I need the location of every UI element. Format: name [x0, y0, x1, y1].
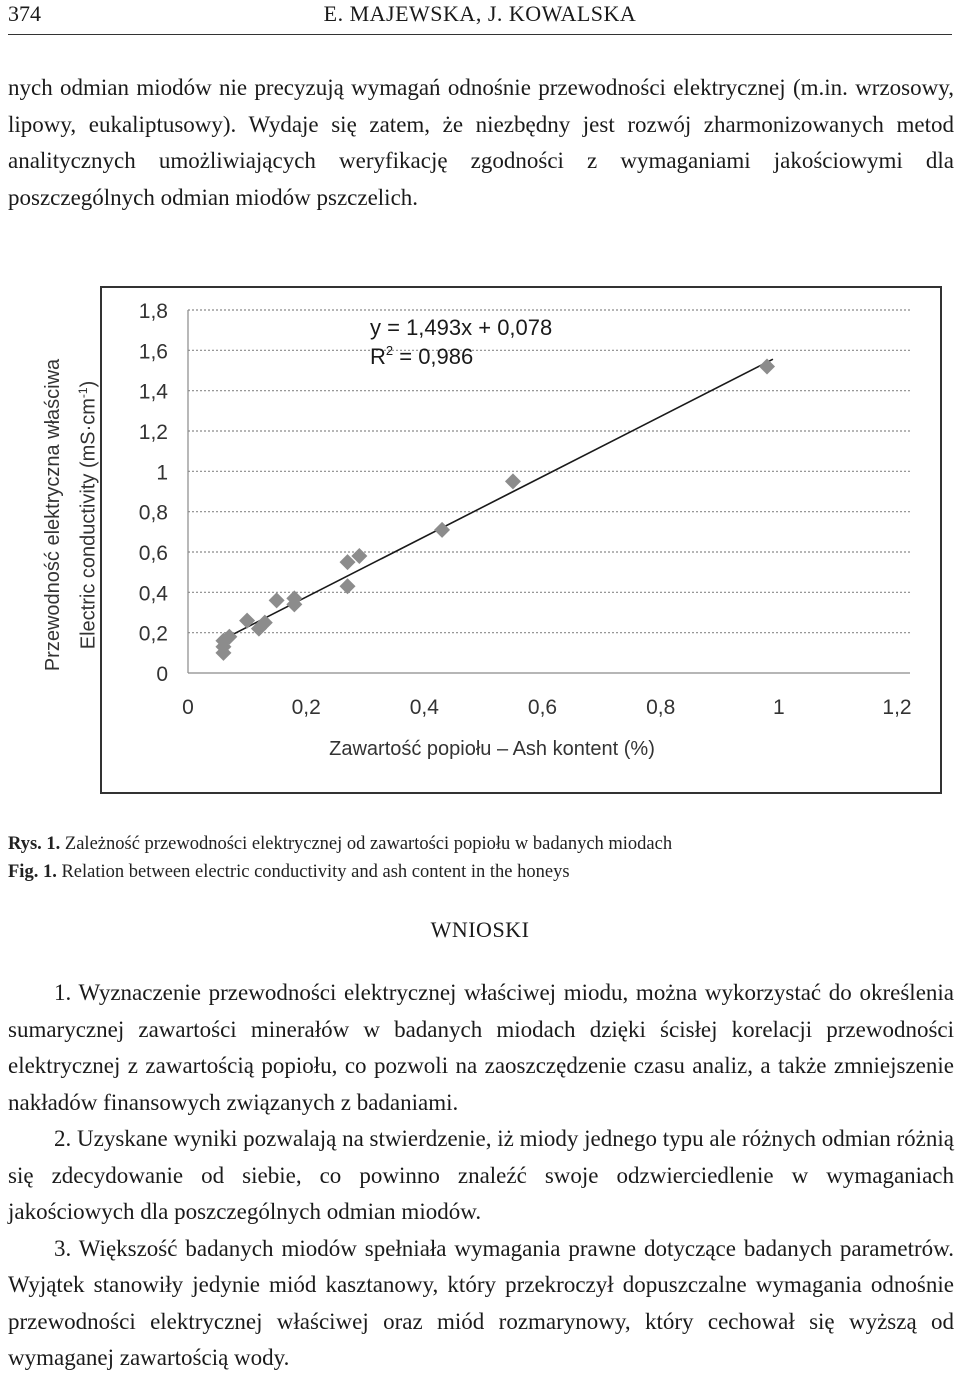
- y-tick-label: 1,2: [138, 421, 168, 444]
- y-tick-label: 0,2: [138, 622, 168, 646]
- x-tick-label: 0,4: [409, 696, 439, 719]
- y-tick-labels: [139, 300, 169, 686]
- y-tick-label: 0,8: [138, 501, 168, 525]
- x-tick-label: 0,8: [646, 696, 676, 719]
- section-title-wnioski: WNIOSKI: [430, 917, 530, 942]
- figure-caption-en: Fig. 1. Relation between electric conductivity and ash content in the honeys: [8, 862, 570, 882]
- y-tick-label: 0,4: [138, 582, 168, 606]
- x-tick-label: 0,6: [527, 696, 558, 719]
- data-point: [239, 613, 255, 629]
- y-tick-label: 1,4: [138, 380, 168, 404]
- trendline: [223, 359, 772, 639]
- y-axis-label-en: Electric conductivity $(mS\cdot cm^{-1})$: [76, 380, 100, 650]
- y-tick-label: 1,8: [138, 300, 168, 323]
- conclusions: [8, 975, 954, 1377]
- conclusion-3: 3. Większość badanych miodów spełniała wymagania prawne dotyczące badanych parametrów. Wyjątek stanowiły jedynie miód kasztanowy, który przekroczył dopuszczalne wymagania odnośnie przewodności elektrycznej właściwej oraz miód rozmarynowy, który cechował się wyższą od wymaganej zawartością wody.: [8, 1235, 954, 1370]
- y-tick-label: 1: [156, 461, 168, 485]
- trend-equation: y = 1,493x + 0,078: [370, 315, 553, 340]
- trendline-segment: [223, 359, 772, 639]
- data-point: [505, 473, 521, 489]
- page-number: 374: [8, 1, 41, 26]
- x-tick-label: 1,2: [882, 696, 912, 719]
- axes: [188, 310, 910, 673]
- x-tick-labels: [182, 696, 911, 719]
- x-tick-label: 0,2: [291, 696, 321, 719]
- y-axis-label-pl: Przewodność elektryczna właściwa: [42, 358, 64, 672]
- x-axis-label: Zawartość popiołu – Ash kontent (%): [329, 738, 655, 760]
- data-point: [759, 358, 775, 374]
- data-points: [215, 358, 775, 660]
- y-tick-label: 0: [156, 663, 168, 686]
- running-head-authors: E. MAJEWSKA, J. KOWALSKA: [323, 1, 637, 26]
- grid-lines: [188, 310, 910, 633]
- r-squared: $R^2 = 0,986$: [370, 343, 474, 369]
- figure-caption-pl: Rys. 1. Zależność przewodności elektrycznej od zawartości popiołu w badanych miodach: [8, 834, 673, 854]
- conclusion-1: 1. Wyznaczenie przewodności elektrycznej właściwej miodu, można wykorzystać do określenia sumarycznej zawartości minerałów w badanych miodach dzięki ścisłej korelacji przewodności elektrycznej z zawartością popiołu, co pozwoli na zaoszczędzenie czasu analiz, a także zmniejszenie nakładów finansowych związanych z badaniami.: [8, 980, 954, 1115]
- x-tick-label: 1: [772, 696, 785, 719]
- y-tick-label: 1,6: [138, 340, 168, 364]
- y-tick-label: 0,6: [138, 542, 168, 565]
- x-tick-label: 0: [182, 696, 194, 719]
- intro-paragraph-text: nych odmian miodów nie precyzują wymagań odnośnie przewodności elektrycznej (m.in. wrzosowy, lipowy, eukaliptusowy). Wydaje się zatem, że niezbędny jest rozwój zharmonizowanych metod analitycznych umożliwiających weryfikację zgodności z wymaganiami jakościowymi dla poszczególnych odmian miodów pszczelich.: [8, 75, 954, 210]
- data-point: [269, 592, 285, 608]
- conclusion-2: 2. Uzyskane wyniki pozwalają na stwierdzenie, iż miody jednego typu ale różnych odmian różnią się zdecydowanie od siebie, co powinno znaleźć swoje odzwierciedlenie w wymaganiach jakościowych dla poszczególnych odmian miodów.: [8, 1126, 954, 1224]
